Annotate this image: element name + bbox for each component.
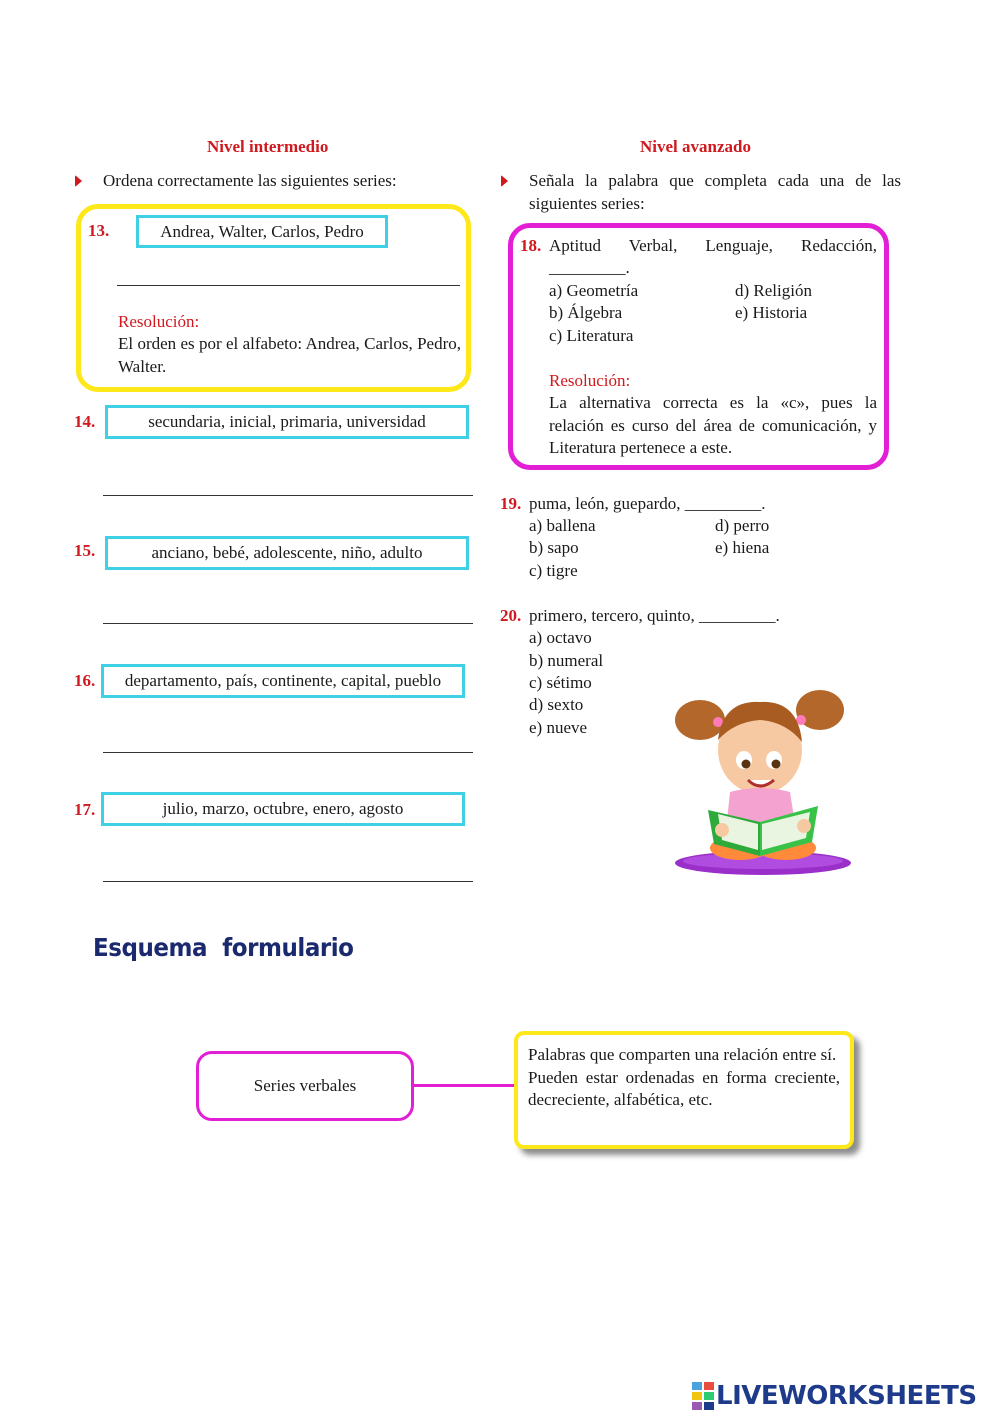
liveworksheets-logo-icon <box>692 1382 714 1410</box>
q19-option-b[interactable]: b) sapo <box>529 538 579 557</box>
q20-option-b[interactable]: b) numeral <box>529 651 604 670</box>
q18-option-a[interactable]: a) Geometría <box>549 281 639 300</box>
left-heading: Nivel intermedio <box>207 137 329 156</box>
definition-text-2: Pueden estar ordenadas en forma creciente, decreciente, alfabética, etc. <box>528 1067 840 1109</box>
q18-option-e[interactable]: e) Historia <box>735 303 808 322</box>
bullet-icon <box>501 175 508 187</box>
q17-number: 17. <box>74 800 96 819</box>
q17-series-box[interactable] <box>101 792 465 826</box>
q13-resolution-text: El orden es por el alfabeto: Andrea, Carlos, Pedro, Walter. <box>118 334 461 376</box>
right-instruction: Señala la palabra que completa cada una de las siguientes series: <box>529 171 901 213</box>
q16-number: 16. <box>74 671 96 690</box>
q19-option-c[interactable]: c) tigre <box>529 561 578 580</box>
q19-number: 19. <box>500 494 522 513</box>
bullet-icon <box>75 175 82 187</box>
q19-option-d[interactable]: d) perro <box>715 516 770 535</box>
q13-number: 13. <box>88 221 110 240</box>
right-heading: Nivel avanzado <box>640 137 751 156</box>
q20-option-a[interactable]: a) octavo <box>529 628 592 647</box>
q19-option-e[interactable]: e) hiena <box>715 538 770 557</box>
series-verbales-label: Series verbales <box>253 1076 357 1095</box>
q15-series-box[interactable] <box>105 536 469 570</box>
q16-series-box[interactable] <box>101 664 465 698</box>
girl-reading-illustration <box>668 680 863 880</box>
q20-option-c[interactable]: c) sétimo <box>529 673 592 692</box>
q16-series: departamento, país, continente, capital, pueblo <box>124 671 442 690</box>
q17-series: julio, marzo, octubre, enero, agosto <box>162 799 404 818</box>
q13-answer-line[interactable] <box>117 285 460 286</box>
q15-answer-line[interactable] <box>103 623 473 624</box>
q19-option-a[interactable]: a) ballena <box>529 516 596 535</box>
q20-option-e[interactable]: e) nueve <box>529 718 588 737</box>
q13-series-box[interactable] <box>136 215 388 248</box>
series-verbales-box <box>196 1051 414 1121</box>
connector-line <box>414 1084 516 1087</box>
q14-series: secundaria, inicial, primaria, universidad <box>148 412 426 431</box>
q18-blank[interactable]: _________. <box>549 258 630 277</box>
q20-option-d[interactable]: d) sexto <box>529 695 584 714</box>
liveworksheets-logo-text: LIVEWORKSHEETS <box>716 1381 977 1411</box>
q20-stem: primero, tercero, quinto, _________. <box>529 606 780 625</box>
q15-number: 15. <box>74 541 96 560</box>
definition-box <box>514 1031 854 1149</box>
q13-series: Andrea, Walter, Carlos, Pedro <box>160 221 364 241</box>
q16-answer-line[interactable] <box>103 752 473 753</box>
q18-number: 18. <box>520 236 542 255</box>
q13-resolution-label: Resolución: <box>118 312 200 331</box>
q18-option-c[interactable]: c) Literatura <box>549 326 634 345</box>
q14-answer-line[interactable] <box>103 495 473 496</box>
q18-resolution-label: Resolución: <box>549 371 631 390</box>
q18-resolution-text: La alternativa correcta es la «c», pues la relación es curso del área de comunicación, y Literatura pertenece a este. <box>549 393 877 457</box>
q14-series-box[interactable] <box>105 405 469 439</box>
q18-option-d[interactable]: d) Religión <box>735 281 812 300</box>
q18-option-b[interactable]: b) Álgebra <box>549 303 623 322</box>
q19-stem: puma, león, guepardo, _________. <box>529 494 766 513</box>
liveworksheets-logo <box>692 1381 977 1411</box>
q18-stem: Aptitud Verbal, Lenguaje, Redacción, <box>549 236 877 255</box>
q20-number: 20. <box>500 606 522 625</box>
esquema-title: Esquema formulario <box>93 933 354 962</box>
q17-answer-line[interactable] <box>103 881 473 882</box>
q15-series: anciano, bebé, adolescente, niño, adulto <box>151 543 423 562</box>
q14-number: 14. <box>74 412 96 431</box>
definition-text-1: Palabras que comparten una relación entre sí. <box>528 1045 837 1064</box>
left-instruction: Ordena correctamente las siguientes series: <box>103 171 397 190</box>
